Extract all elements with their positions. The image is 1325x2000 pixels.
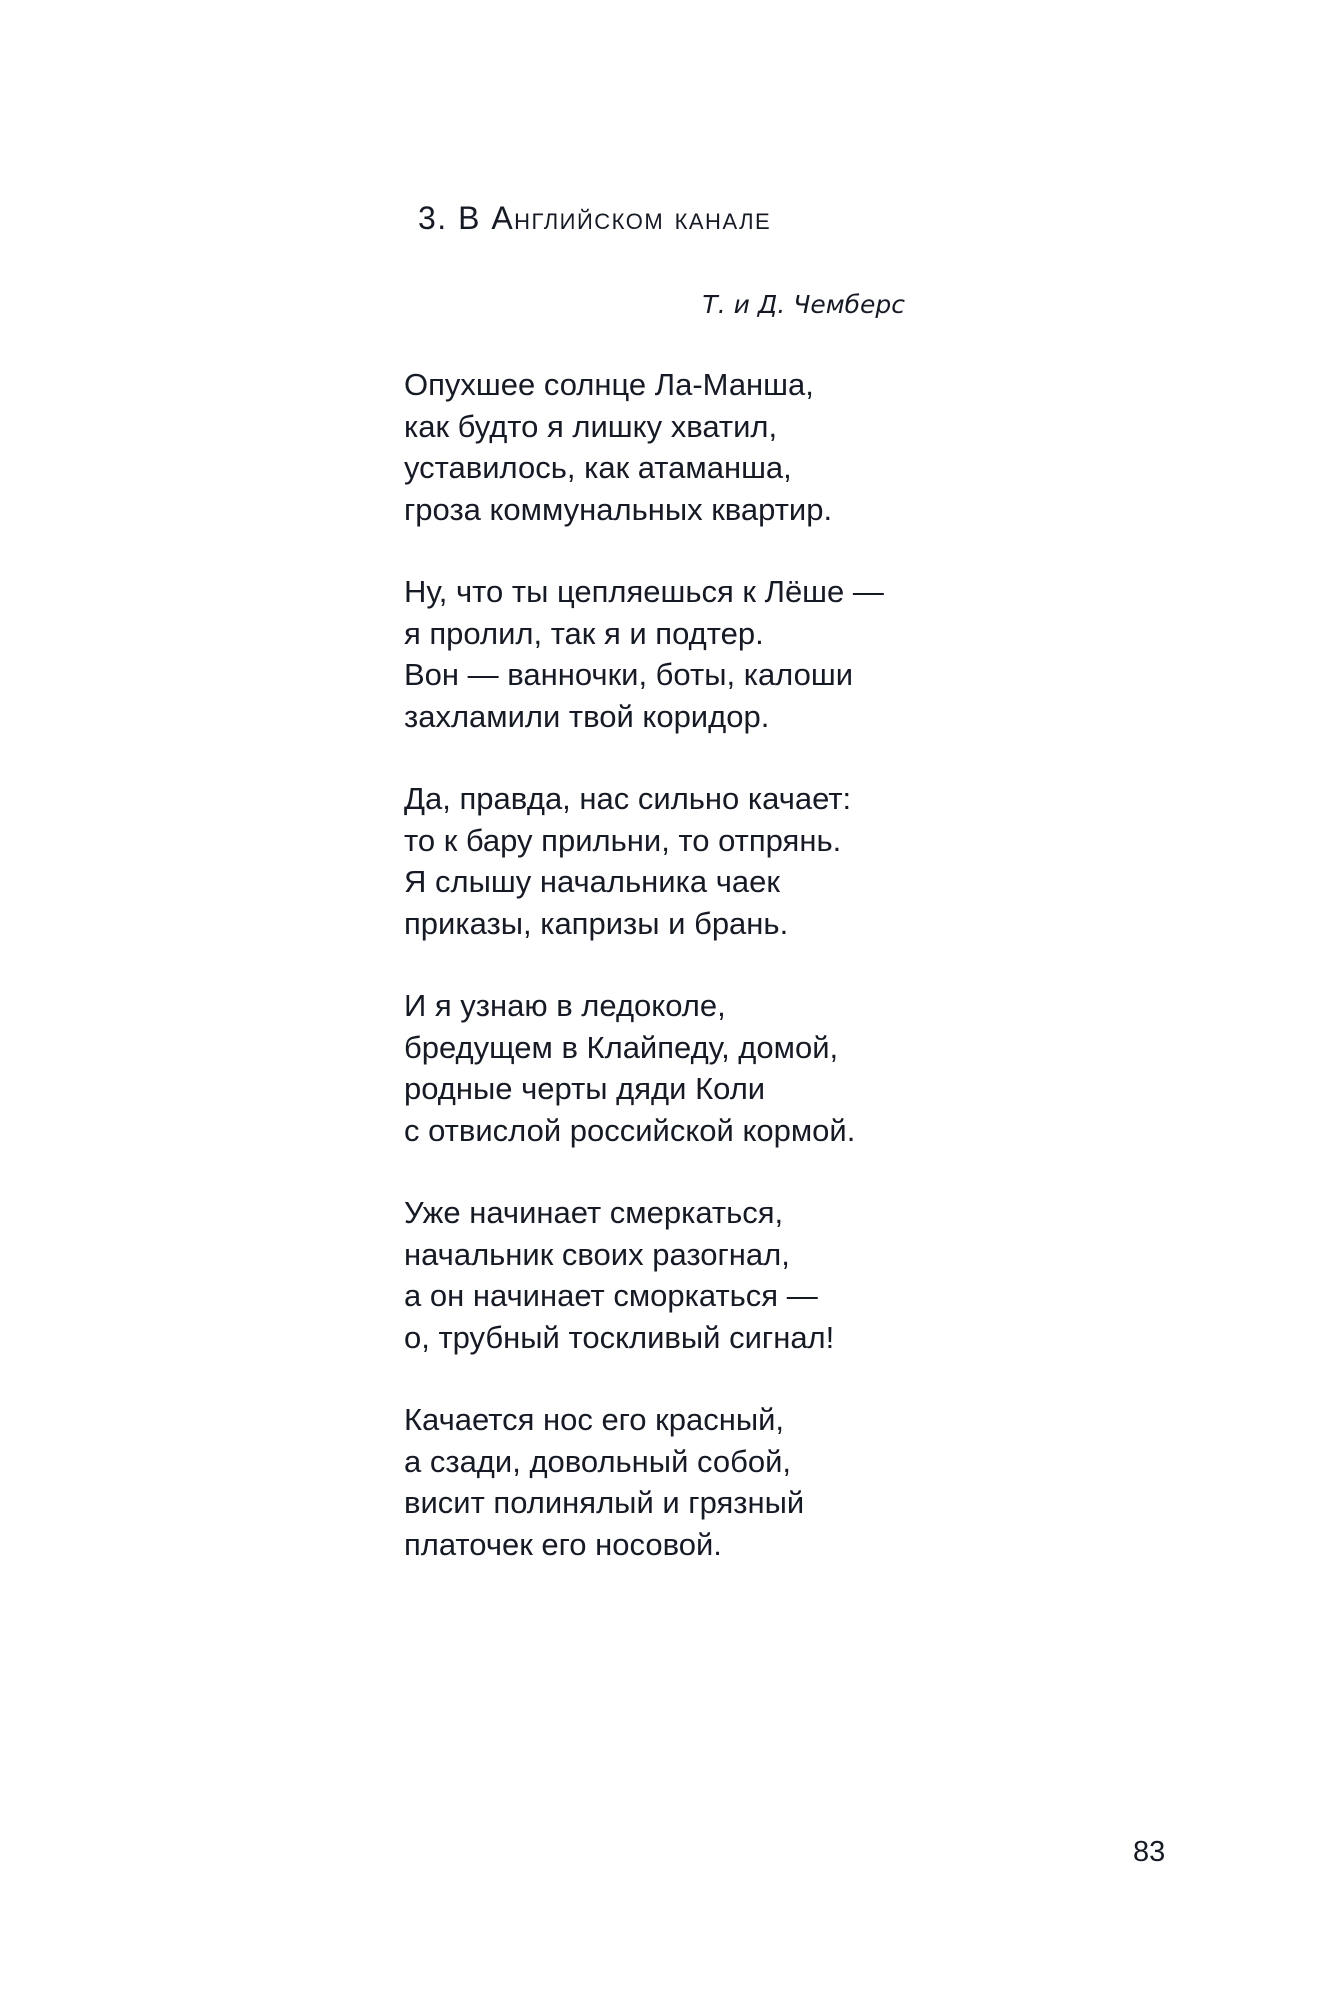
- poem-line: Качается нос его красный,: [404, 1402, 785, 1437]
- poem-line: гроза коммунальных квартир.: [404, 491, 833, 527]
- poem-line: Да, правда, нас сильно качает:: [404, 781, 852, 816]
- poem-line: Ну, что ты цепляешься к Лёше —: [404, 574, 884, 609]
- poem-line: платочек его носовой.: [404, 1526, 722, 1562]
- stanza: [404, 985, 964, 1151]
- page-number: 83: [1133, 1836, 1166, 1868]
- poem-line: о, трубный тоскливый сигнал!: [404, 1319, 835, 1355]
- poem-line: Вон — ванночки, боты, калоши: [404, 657, 854, 692]
- poem-line: как будто я лишку хватил,: [404, 408, 778, 444]
- poem-line: я пролил, так я и подтер.: [404, 615, 764, 651]
- poem-line: висит полинялый и грязный: [404, 1485, 805, 1520]
- stanza: [404, 1399, 964, 1565]
- poem-line: с отвислой российской кормой.: [404, 1112, 856, 1148]
- poem-body: [404, 364, 964, 1606]
- stanza: [404, 571, 964, 737]
- poem-line: бредущем в Клайпеду, домой,: [404, 1029, 839, 1065]
- poem-line: Опухшее солнце Ла-Манша,: [404, 367, 814, 402]
- stanza: [404, 778, 964, 944]
- poem-line: то к бару прильни, то отпрянь.: [404, 822, 842, 858]
- poem-line: а сзади, довольный собой,: [404, 1443, 792, 1479]
- stanza: [404, 1192, 964, 1358]
- poem-line: приказы, капризы и брань.: [404, 905, 789, 941]
- poem-line: а он начинает сморкаться —: [404, 1278, 818, 1313]
- poem-line: Я слышу начальника чаек: [404, 864, 780, 899]
- poem-line: родные черты дяди Коли: [404, 1071, 766, 1106]
- poem-title: 3. В Английском канале: [418, 200, 772, 236]
- poem-line: уставилось, как атаманша,: [404, 450, 792, 485]
- epigraph-dedication: Т. и Д. Чемберс: [702, 290, 905, 319]
- poem-line: захламили твой коридор.: [404, 698, 770, 734]
- poem-line: И я узнаю в ледоколе,: [404, 988, 726, 1023]
- poem-line: Уже начинает смеркаться,: [404, 1195, 784, 1230]
- poem-line: начальник своих разогнал,: [404, 1236, 790, 1272]
- stanza: [404, 364, 964, 530]
